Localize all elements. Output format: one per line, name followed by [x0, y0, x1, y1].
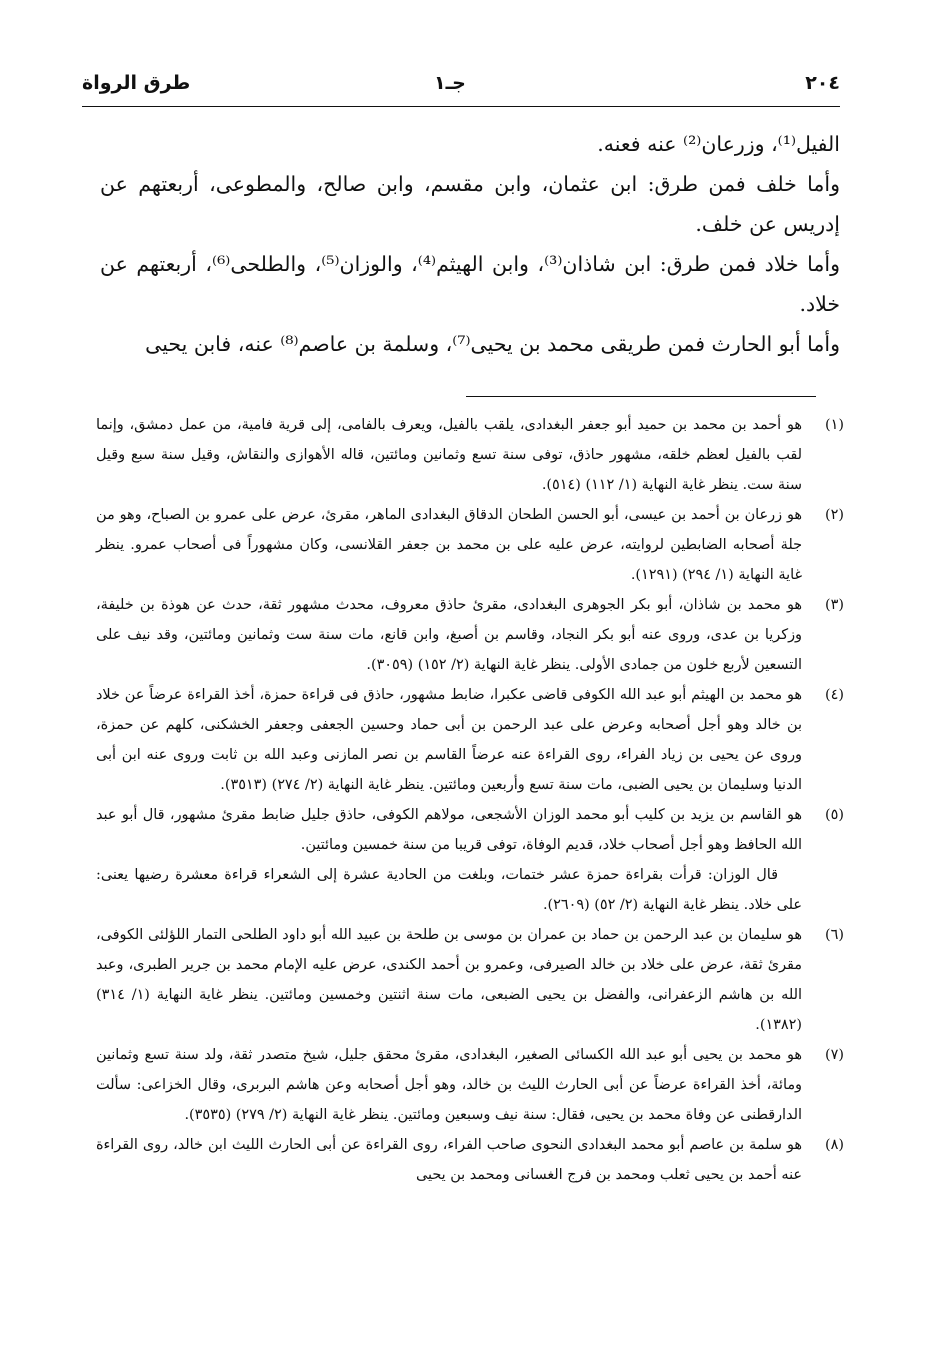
footnote-number: (١)	[825, 417, 844, 433]
body-paragraph: وأما خلاد فمن طرق: ابن شاذان⁽³⁾، وابن الهيثم⁽⁴⁾، والوزان⁽⁵⁾، والطلحى⁽⁶⁾، أربعتهم عن خلاد.	[100, 252, 840, 316]
footnote	[96, 590, 844, 680]
running-header	[82, 66, 840, 104]
footnote-text: هو أحمد بن محمد بن حميد أبو جعفر البغدادى، يلقب بالفيل، ويعرف بالفامى، إلى قرية فامية، من عمل دمشق، وإنما لقب بالفيل لعظم خلقه، مشهور حاذق، توفى سنة تسع وثمانين ومائتين، قاله الأهوازى والنقاش، وقيل سنة سبع وقيل سنة ست. ينظر غاية النهاية (١/ ١١٢) (٥١٤).	[96, 417, 802, 493]
page-number: ٢٠٤	[805, 72, 840, 94]
footnote	[96, 1040, 844, 1130]
footnotes	[96, 410, 844, 1190]
body-paragraph: وأما أبو الحارث فمن طريقى محمد بن يحيى⁽⁷⁾، وسلمة بن عاصم⁽⁸⁾ عنه، فابن يحيى	[145, 332, 840, 356]
footnote-continuation: قال الوزان: قرأت بقراءة حمزة عشر ختمات، وبلغت من الحادية عشرة إلى الشعراء قراءة معشرة رضيها يعنى: على خلاد. ينظر غاية النهاية (٢/ ٥٢) (٢٦٠٩).	[96, 867, 802, 913]
footnote-number: (٤)	[825, 687, 844, 703]
volume-label: جـ١	[434, 72, 466, 94]
footnote-text: هو محمد بن الهيثم أبو عبد الله الكوفى قاضى عكبرا، ضابط مشهور، حاذق فى قراءة حمزة، أخذ القراءة عرضاً عن خلاد بن خالد وهو أجل أصحابه وعرض على عبد الرحمن بن أبى حماد وحسين الجعفى وجعفر الخشكنى، كلهم عن حمزة، وروى عن يحيى بن زياد الفراء، روى القراءة عنه عرضاً القاسم بن نصر المازنى وعبد الله بن ثابت وروى عنه ابن أبى الدنيا وسليمان بن يحيى الضبى، مات سنة تسع وأربعين ومائتين. ينظر غاية النهاية (٢/ ٢٧٤) (٣٥١٣).	[96, 687, 802, 793]
footnote	[96, 680, 844, 800]
footnote-text: هو زرعان بن أحمد بن عيسى، أبو الحسن الطحان الدقاق البغدادى الماهر، مقرئ، عرض على عمرو بن الصباح، وهو من جلة أصحابه الضابطين لروايته، عرض عليه على بن محمد بن جعفر القلانسى، وكان مشهوراً فى أصحاب عمرو. ينظر غاية النهاية (١/ ٢٩٤) (١٢٩١).	[96, 507, 802, 583]
footnote-number: (٧)	[825, 1047, 844, 1063]
footnote-text: هو سليمان بن عبد الرحمن بن حماد بن عمران بن موسى بن طلحة بن عبيد الله أبو داود الطلحى التمار اللؤلئى الكوفى، مقرئ ثقة، عرض على خلاد بن خالد الصيرفى، وعمرو بن أحمد الكندى، عرض عليه الإمام محمد بن جرير الطبرى، وعبد الله بن هاشم الزعفرانى، والفضل بن يحيى الضبعى، مات سنة اثنتين وخمسين ومائتين. ينظر غاية النهاية (١/ ٣١٤) (١٣٨٢).	[96, 927, 802, 1033]
footnote	[96, 920, 844, 1040]
main-text	[100, 124, 840, 364]
footnote	[96, 410, 844, 500]
header-divider	[82, 106, 840, 107]
body-paragraph: وأما خلف فمن طرق: ابن عثمان، وابن مقسم، وابن صالح، والمطوعى، أربعتهم عن إدريس عن خلف.	[100, 172, 840, 236]
footnote	[96, 800, 844, 860]
footnote-separator	[466, 396, 816, 397]
footnote	[96, 1130, 844, 1190]
footnote-number: (٢)	[825, 507, 844, 523]
running-title: طرق الرواة	[82, 72, 191, 94]
footnote-text: هو سلمة بن عاصم أبو محمد البغدادى النحوى صاحب الفراء، روى القراءة عن أبى الحارث الليث ابن خالد، روى القراءة عنه أحمد بن يحيى ثعلب ومحمد بن فرج الغسانى ومحمد بن يحيى	[96, 1137, 802, 1183]
footnote-number: (٣)	[825, 597, 844, 613]
footnote-number: (٥)	[825, 807, 844, 823]
footnote-text: هو محمد بن يحيى أبو عبد الله الكسائى الصغير، البغدادى، مقرئ محقق جليل، شيخ متصدر ثقة، ولد سنة تسع وثمانين ومائة، أخذ القراءة عرضاً عن أبى الحارث الليث بن خالد، وهو أجل أصحابه وعن هاشم البربرى، وقال الخزاعى: سألت الدارقطنى عن وفاة محمد بن يحيى، فقال: سنة نيف وسبعين ومائتين. ينظر غاية النهاية (٢/ ٢٧٩) (٣٥٣٥).	[96, 1047, 802, 1123]
footnote-text: هو القاسم بن يزيد بن كليب أبو محمد الوزان الأشجعى، مولاهم الكوفى، حاذق جليل ضابط مقرئ مشهور، قال أبو عبد الله الحافظ وهو أجل أصحاب خلاد، قديم الوفاة، توفى قريبا من سنة خمسين ومائتين.	[96, 807, 802, 853]
body-paragraph: الفيل⁽¹⁾، وزرعان⁽²⁾ عنه فعنه.	[597, 132, 840, 156]
footnote-number: (٦)	[825, 927, 844, 943]
footnote-number: (٨)	[825, 1137, 844, 1153]
footnote	[96, 500, 844, 590]
footnote-text: هو محمد بن شاذان، أبو بكر الجوهرى البغدادى، مقرئ حاذق معروف، محدث مشهور ثقة، حدث عن هوذة بن خليفة، وزكريا بن عدى، وروى عنه أبو بكر النجاد، وقاسم بن أصبغ، وابن قانع، مات سنة ست وثمانين ومائتين، وقد نيف على التسعين لأربع خلون من جمادى الأولى. ينظر غاية النهاية (٢/ ١٥٢) (٣٠٥٩).	[96, 597, 802, 673]
